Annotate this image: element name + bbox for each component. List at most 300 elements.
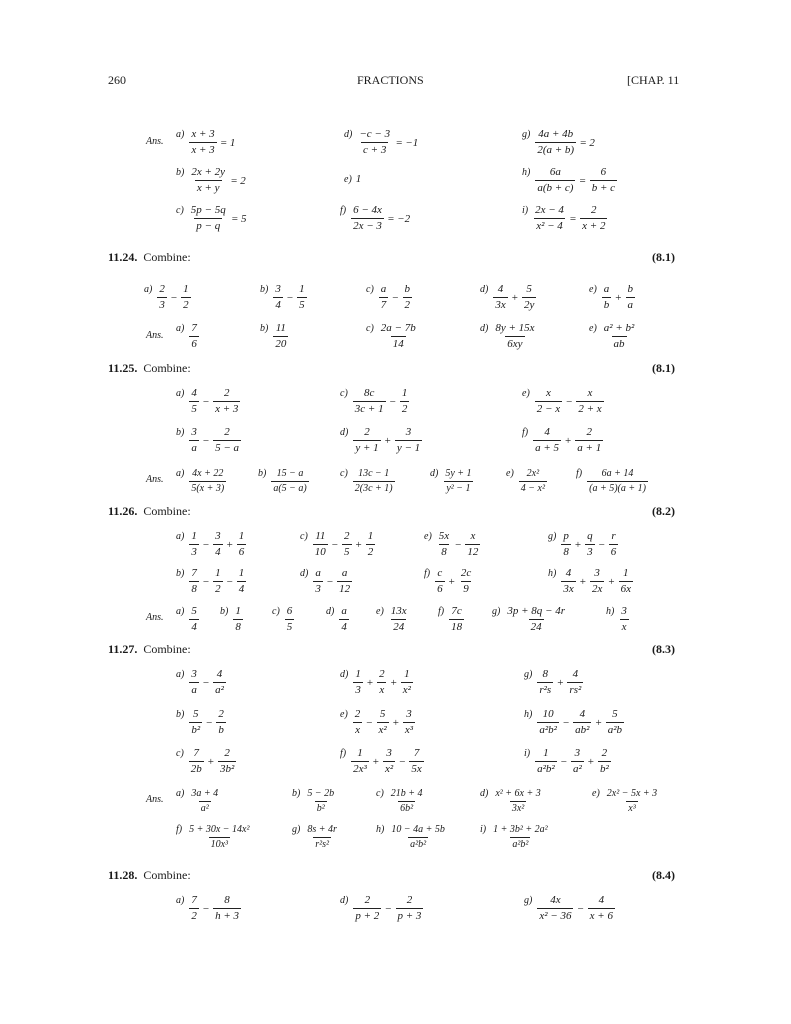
- fraction: [561, 530, 571, 559]
- denominator: x³: [628, 803, 636, 814]
- denominator: 2y: [523, 299, 535, 311]
- denominator: 2x: [591, 583, 603, 595]
- denominator: 3: [355, 684, 361, 696]
- denominator: a: [191, 684, 197, 696]
- answer-a: [176, 601, 200, 634]
- denominator: 2(a + b): [537, 144, 575, 156]
- item-label: g): [492, 606, 501, 617]
- answer-g: [522, 124, 595, 157]
- section-11-27-heading: [108, 642, 191, 657]
- item-label: d): [480, 788, 489, 799]
- math-expression: [188, 747, 238, 776]
- problem-b: [176, 704, 227, 737]
- denominator: 5(x + 3): [191, 483, 225, 494]
- ans-label: Ans.: [146, 794, 164, 805]
- fraction: [573, 708, 591, 737]
- fraction: [189, 747, 204, 776]
- math-expression: [518, 468, 548, 495]
- item-label: a): [176, 468, 185, 479]
- denominator: 8: [235, 621, 241, 633]
- fraction: [383, 747, 395, 776]
- denominator: 2 − x: [536, 403, 561, 415]
- operator: −: [226, 575, 233, 588]
- numerator: 6a: [549, 166, 561, 178]
- math-expression: [492, 788, 543, 815]
- fraction: [157, 283, 167, 312]
- math-expression: [378, 283, 413, 312]
- math-expression: [560, 530, 619, 559]
- denominator: x²: [385, 763, 394, 775]
- item-label: d): [480, 284, 489, 295]
- operator: −: [385, 902, 392, 915]
- denominator: 6x: [620, 583, 631, 595]
- math-expression: [388, 824, 448, 851]
- fraction: [588, 894, 615, 923]
- numerator: 2: [218, 708, 224, 720]
- denominator: b²: [191, 724, 201, 736]
- term: −1: [405, 136, 419, 149]
- fraction: [366, 530, 376, 559]
- fraction: [377, 668, 387, 697]
- math-expression: [436, 530, 482, 559]
- math-expression: [338, 605, 350, 634]
- item-label: e): [376, 606, 384, 617]
- denominator: x + 6: [589, 910, 613, 922]
- section-title: Combine:: [143, 868, 191, 882]
- operator: =: [396, 136, 403, 149]
- section-11-27-ref: (8.3): [652, 642, 675, 656]
- denominator: 20: [275, 338, 287, 350]
- numerator: 1: [367, 530, 374, 542]
- operator: −: [170, 291, 178, 304]
- operator: −: [392, 291, 399, 304]
- problem-d: [340, 664, 414, 697]
- item-label: e): [424, 531, 432, 542]
- operator: +: [595, 716, 602, 729]
- numerator: 5x: [438, 530, 450, 542]
- numerator: a: [341, 567, 348, 579]
- fraction: [189, 567, 199, 596]
- item-label: c): [176, 748, 184, 759]
- answer-h: [376, 819, 448, 851]
- fraction: [353, 894, 381, 923]
- operator: +: [574, 538, 582, 551]
- answer-b: [220, 601, 244, 634]
- fraction: [189, 530, 199, 559]
- fraction: [305, 824, 339, 851]
- math-expression: [352, 387, 411, 416]
- answer-i: [522, 200, 608, 233]
- fraction: [533, 204, 566, 233]
- problem-i: [524, 743, 612, 776]
- numerator: 1: [238, 530, 245, 542]
- fraction: [213, 387, 240, 416]
- fraction: [342, 530, 352, 559]
- item-label: b): [292, 788, 301, 799]
- fraction: [189, 894, 199, 923]
- fraction: [537, 668, 553, 697]
- math-expression: [356, 173, 362, 185]
- fraction: [459, 567, 473, 596]
- answer-a: [176, 783, 221, 815]
- numerator: 2a − 7b: [380, 322, 416, 334]
- denominator: b²: [316, 803, 325, 814]
- item-label: d): [340, 427, 349, 438]
- fraction: [437, 530, 451, 559]
- item-label: d): [340, 895, 349, 906]
- denominator: a²b: [607, 724, 623, 736]
- numerator: 2: [224, 426, 230, 438]
- operator: +: [579, 575, 586, 588]
- denominator: 3x: [563, 583, 574, 595]
- operator: =: [569, 212, 577, 225]
- denominator: 2: [404, 299, 410, 311]
- problem-e: [340, 704, 416, 737]
- math-expression: [618, 605, 630, 634]
- operator: =: [231, 174, 238, 187]
- answer-a: [176, 124, 235, 157]
- item-label: b): [176, 427, 185, 438]
- denominator: x² − 4: [536, 220, 563, 232]
- answer-b: [260, 318, 289, 351]
- denominator: 10: [314, 546, 326, 558]
- item-label: b): [220, 606, 229, 617]
- answer-e: [592, 783, 660, 815]
- section-11-26-ref: (8.2): [652, 504, 675, 518]
- math-expression: [604, 788, 660, 815]
- section-11-25-heading: [108, 361, 191, 376]
- fraction: [353, 668, 363, 697]
- fraction: [189, 387, 199, 416]
- item-label: a): [144, 284, 153, 295]
- problem-b: [176, 563, 247, 596]
- numerator: 7: [413, 747, 420, 759]
- section-11-28-heading: [108, 868, 191, 883]
- math-expression: [188, 128, 235, 157]
- section-number: 11.24.: [108, 250, 138, 264]
- item-label: h): [376, 824, 385, 835]
- problem-a: [176, 383, 241, 416]
- numerator: 8y + 15x: [495, 322, 535, 334]
- numerator: 1: [357, 747, 363, 759]
- fraction: [273, 283, 283, 312]
- item-label: i): [524, 748, 531, 759]
- operator: −: [598, 538, 605, 551]
- math-expression: [188, 426, 242, 455]
- denominator: 2 + x: [578, 403, 602, 415]
- math-expression: [188, 567, 247, 596]
- fraction: [585, 530, 595, 559]
- math-expression: [492, 322, 537, 351]
- fraction: [519, 468, 547, 495]
- math-expression: [504, 605, 568, 634]
- math-expression: [352, 468, 396, 495]
- problem-g: [524, 664, 584, 697]
- answer-h: [522, 162, 618, 195]
- numerator: 15 − a: [276, 468, 304, 479]
- item-label: g): [522, 129, 531, 140]
- item-label: c): [176, 205, 184, 216]
- denominator: a(5 − a): [273, 483, 307, 494]
- denominator: b: [218, 724, 224, 736]
- operator: −: [455, 538, 462, 551]
- math-expression: [352, 894, 424, 923]
- operator: =: [387, 212, 395, 225]
- fraction: [535, 387, 562, 416]
- numerator: 7: [191, 567, 197, 579]
- denominator: 6xy: [507, 338, 523, 350]
- numerator: 13x: [390, 605, 407, 617]
- fraction: [389, 824, 447, 851]
- section-title: Combine:: [143, 361, 191, 375]
- denominator: 2: [401, 403, 408, 415]
- fraction: [522, 283, 536, 312]
- fraction: [213, 426, 241, 455]
- section-number: 11.27.: [108, 642, 138, 656]
- item-label: e): [344, 174, 352, 185]
- math-expression: [284, 605, 296, 634]
- item-label: g): [524, 895, 533, 906]
- numerator: 1: [404, 668, 410, 680]
- item-label: f): [424, 568, 431, 579]
- fraction: [400, 387, 410, 416]
- item-label: c): [340, 388, 348, 399]
- term: 2: [589, 136, 595, 149]
- math-expression: [312, 530, 376, 559]
- denominator: a + 5: [535, 442, 560, 454]
- numerator: x: [587, 387, 593, 399]
- item-label: f): [176, 824, 183, 835]
- denominator: 12: [467, 546, 479, 558]
- answer-d: [344, 124, 418, 157]
- denominator: 3x²: [511, 803, 525, 814]
- denominator: b + c: [591, 182, 616, 194]
- fraction: [297, 283, 307, 312]
- math-expression: [188, 894, 242, 923]
- math-expression: [156, 283, 191, 312]
- numerator: 3: [215, 530, 221, 542]
- fraction: [602, 322, 637, 351]
- math-expression: [304, 824, 340, 851]
- numerator: x: [470, 530, 476, 542]
- answer-d: [326, 601, 350, 634]
- fraction: [313, 567, 323, 596]
- numerator: p: [563, 530, 569, 542]
- denominator: 24: [393, 621, 405, 633]
- denominator: 9: [463, 583, 469, 595]
- operator: −: [202, 676, 210, 689]
- numerator: 4x: [550, 894, 561, 906]
- denominator: 8: [441, 546, 447, 558]
- numerator: c: [437, 567, 443, 579]
- item-label: g): [524, 669, 533, 680]
- fraction: [465, 530, 480, 559]
- answer-d: [430, 463, 475, 495]
- problem-g: [524, 890, 616, 923]
- numerator: q: [587, 530, 593, 542]
- item-label: b): [260, 284, 269, 295]
- denominator: p + 2: [355, 910, 380, 922]
- denominator: 4 − x²: [520, 483, 545, 494]
- fraction: [535, 166, 575, 195]
- denominator: 3x: [495, 299, 506, 311]
- denominator: x: [379, 684, 385, 696]
- numerator: 4: [497, 283, 504, 295]
- answer-h: [606, 601, 630, 634]
- fraction: [403, 283, 413, 312]
- math-expression: [601, 322, 638, 351]
- numerator: 8: [224, 894, 230, 906]
- denominator: r²s: [539, 684, 552, 696]
- denominator: 4: [275, 299, 281, 311]
- numerator: 5: [193, 708, 199, 720]
- item-label: h): [606, 606, 615, 617]
- ans-label: Ans.: [146, 330, 164, 341]
- math-expression: [532, 426, 604, 455]
- denominator: 4: [215, 546, 221, 558]
- ans-label: Ans.: [146, 612, 164, 623]
- denominator: 3: [159, 299, 165, 311]
- term: 1: [229, 136, 236, 149]
- fraction: [605, 788, 659, 815]
- denominator: b²: [599, 763, 609, 775]
- numerator: 3: [621, 605, 627, 617]
- numerator: 2: [364, 426, 370, 438]
- denominator: 3: [191, 546, 197, 558]
- item-label: e): [592, 788, 600, 799]
- item-label: f): [522, 427, 529, 438]
- denominator: a²b²: [410, 839, 427, 850]
- numerator: 2: [224, 747, 230, 759]
- section-11-24-ref: (8.1): [652, 250, 675, 264]
- fraction: [305, 788, 336, 815]
- math-expression: [534, 387, 605, 416]
- numerator: 8s + 4r: [307, 824, 337, 835]
- item-label: d): [344, 129, 353, 140]
- denominator: 8: [191, 583, 197, 595]
- denominator: 6: [610, 546, 617, 558]
- answer-c: [366, 318, 419, 351]
- answer-b: [258, 463, 310, 495]
- fraction: [535, 128, 576, 157]
- denominator: x²: [378, 724, 387, 736]
- item-label: f): [576, 468, 583, 479]
- numerator: 4: [565, 567, 572, 579]
- operator: +: [226, 538, 233, 551]
- item-label: f): [340, 748, 347, 759]
- ans-label: Ans.: [146, 474, 164, 485]
- denominator: a: [627, 299, 633, 311]
- numerator: 1: [238, 567, 245, 579]
- denominator: a²: [215, 684, 224, 696]
- item-label: i): [522, 205, 529, 216]
- item-label: a): [176, 323, 185, 334]
- math-expression: [532, 204, 608, 233]
- chapter-ref: [CHAP. 11: [627, 73, 680, 87]
- fraction: [189, 426, 199, 455]
- math-expression: [534, 166, 618, 195]
- operator: +: [384, 434, 391, 447]
- denominator: a: [191, 442, 197, 454]
- operator: −: [202, 575, 210, 588]
- fraction: [606, 708, 624, 737]
- denominator: 3b²: [220, 763, 235, 775]
- numerator: 3: [594, 567, 600, 579]
- item-label: d): [300, 568, 309, 579]
- numerator: 2: [159, 283, 165, 295]
- numerator: 2: [586, 426, 592, 438]
- numerator: 5: [526, 283, 532, 295]
- operator: =: [579, 174, 586, 187]
- numerator: 7: [191, 894, 197, 906]
- item-label: g): [292, 824, 301, 835]
- item-label: a): [176, 606, 185, 617]
- fraction: [351, 204, 384, 233]
- term: 5: [240, 212, 247, 225]
- numerator: 3: [191, 426, 197, 438]
- fraction: [493, 788, 542, 815]
- denominator: 5: [286, 621, 293, 633]
- answer-b: [176, 162, 246, 195]
- numerator: 5: [612, 708, 618, 720]
- numerator: 4: [579, 708, 586, 720]
- operator: −: [562, 716, 570, 729]
- numerator: 1: [299, 283, 305, 295]
- problem-a: [176, 526, 247, 559]
- answer-f: [438, 601, 465, 634]
- fraction: [353, 387, 386, 416]
- fraction: [189, 128, 216, 157]
- item-label: a): [176, 788, 185, 799]
- item-label: b): [258, 468, 267, 479]
- numerator: 7: [191, 322, 197, 334]
- item-label: d): [480, 323, 489, 334]
- numerator: 3: [191, 668, 197, 680]
- denominator: b: [603, 299, 610, 311]
- section-number: 11.26.: [108, 504, 138, 518]
- answer-f: [340, 200, 410, 233]
- fraction: [409, 747, 423, 776]
- item-label: g): [548, 531, 557, 542]
- math-expression: [188, 322, 200, 351]
- numerator: 10 − 4a + 5b: [391, 824, 445, 835]
- fraction: [189, 708, 202, 737]
- denominator: x + y: [196, 182, 220, 194]
- denominator: 5: [299, 299, 305, 311]
- section-number: 11.25.: [108, 361, 138, 375]
- denominator: x²: [402, 684, 411, 696]
- answer-f: [176, 819, 252, 851]
- operator: +: [392, 716, 399, 729]
- operator: −: [202, 434, 210, 447]
- math-expression: [188, 530, 247, 559]
- fraction: [505, 605, 567, 634]
- denominator: c + 3: [363, 144, 387, 156]
- numerator: 3p + 8q − 4r: [507, 605, 565, 617]
- fraction: [609, 530, 619, 559]
- answer-e: [376, 601, 410, 634]
- problem-a: [176, 664, 227, 697]
- page-number: 260: [108, 73, 126, 87]
- fraction: [533, 426, 561, 455]
- numerator: 2x − 4: [535, 204, 564, 216]
- fraction: [181, 283, 191, 312]
- answer-c: [272, 601, 295, 634]
- math-expression: [188, 166, 245, 195]
- numerator: 3: [406, 708, 412, 720]
- operator: =: [231, 212, 238, 225]
- item-label: a): [176, 895, 185, 906]
